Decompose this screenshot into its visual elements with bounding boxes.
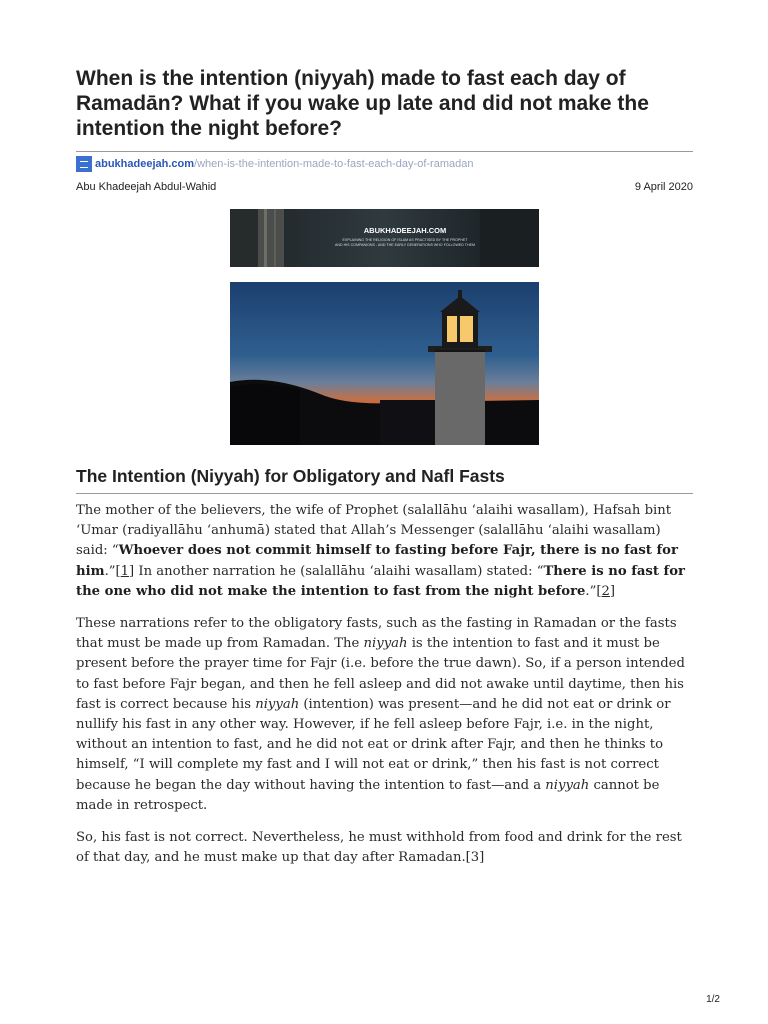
- title-divider: [76, 151, 693, 152]
- article-body: [76, 501, 696, 880]
- p1-text-2: .”[: [104, 563, 121, 579]
- p2-text-1: These narrations refer to the obligatory fasts, such as the fasting in Ramadan or the fasts that must be made up from Ramadan. The: [76, 616, 677, 652]
- niyyah-term-1: niyyah: [363, 636, 408, 652]
- article-title: When is the intention (niyyah) made to fast each day of Ramadān? What if you wake up late and did not make the intention the night before?: [76, 67, 649, 140]
- banner-tagline-2: AND HIS COMPANIONS - AND THE EARLY GENERATIONS WHO FOLLOWED THEM: [335, 243, 475, 247]
- footnote-link-1[interactable]: 1: [120, 563, 130, 579]
- p2-text-4: cannot be made in retrospect.: [76, 777, 660, 813]
- hadith-quote-1: Whoever does not commit himself to fasting before Fajr, there is no fast for him: [76, 543, 678, 579]
- paragraph-2: [76, 614, 696, 816]
- p1-text-1: The mother of the believers, the wife of Prophet (salallāhu ‘alaihi wasallam), Hafsah bint ‘Umar (radiyallāhu ‘anhumā) stated that Allah’s Messenger (salallāhu ‘alaihi wasallam) said: “: [76, 503, 672, 559]
- site-banner-image: [230, 209, 539, 267]
- p2-text-2: is the intention to fast and it must be present before the prayer time for Fajr (i.e. before the true dawn). So, if a person intended to fast before Fajr began, and then he fell asleep and did not awake until daytime, then his fast is correct because his: [76, 636, 685, 712]
- page-number: 1/2: [706, 994, 720, 1005]
- hadith-quote-2: There is no fast for the one who did not make the intention to fast from the night before: [76, 563, 685, 599]
- p1-text-5: ]: [609, 583, 616, 599]
- publish-date: 9 April 2020: [634, 181, 693, 193]
- source-line: [76, 156, 473, 172]
- niyyah-term-3: niyyah: [545, 777, 590, 793]
- niyyah-term-2: niyyah: [255, 696, 300, 712]
- banner-site-name: ABUKHADEEJAH.COM: [363, 226, 447, 235]
- site-favicon-icon: [76, 156, 92, 172]
- p1-text-4: .”[: [585, 583, 602, 599]
- p1-text-3: ] In another narration he (salallāhu ‘alaihi wasallam) stated: “: [129, 563, 544, 579]
- paragraph-3: So, his fast is not correct. Nevertheless, he must withhold from food and drink for the rest of that day, and he must make up that day after Ramadan.[3]: [76, 830, 682, 866]
- author-name: Abu Khadeejah Abdul-Wahid: [76, 181, 217, 193]
- section-heading: The Intention (Niyyah) for Obligatory and Nafl Fasts: [76, 466, 505, 486]
- footnote-link-2[interactable]: 2: [601, 583, 610, 599]
- p2-text-3: (intention) was present—and he did not eat or drink or nullify his fast in any other way. However, if he fell asleep before Fajr, i.e. in the night, without an intention to fast, and he did not eat or drink after Fajr, and then he thinks to himself, “I will complete my fast and I will not eat or drink,” then his fast is not correct because he began the day without having the intention to fast—and a: [76, 696, 671, 793]
- source-path-link[interactable]: /when-is-the-intention-made-to-fast-each-day-of-ramadan: [194, 158, 474, 170]
- paragraph-1: [76, 501, 696, 602]
- source-domain-link[interactable]: abukhadeejah.com: [95, 158, 195, 170]
- section-divider: [76, 493, 693, 494]
- banner-tagline-1: EXPLAINING THE RELIGION OF ISLAM AS PRACTISED BY THE PROPHET: [342, 238, 468, 242]
- article-meta: [76, 181, 693, 193]
- lighthouse-photo: [230, 282, 539, 445]
